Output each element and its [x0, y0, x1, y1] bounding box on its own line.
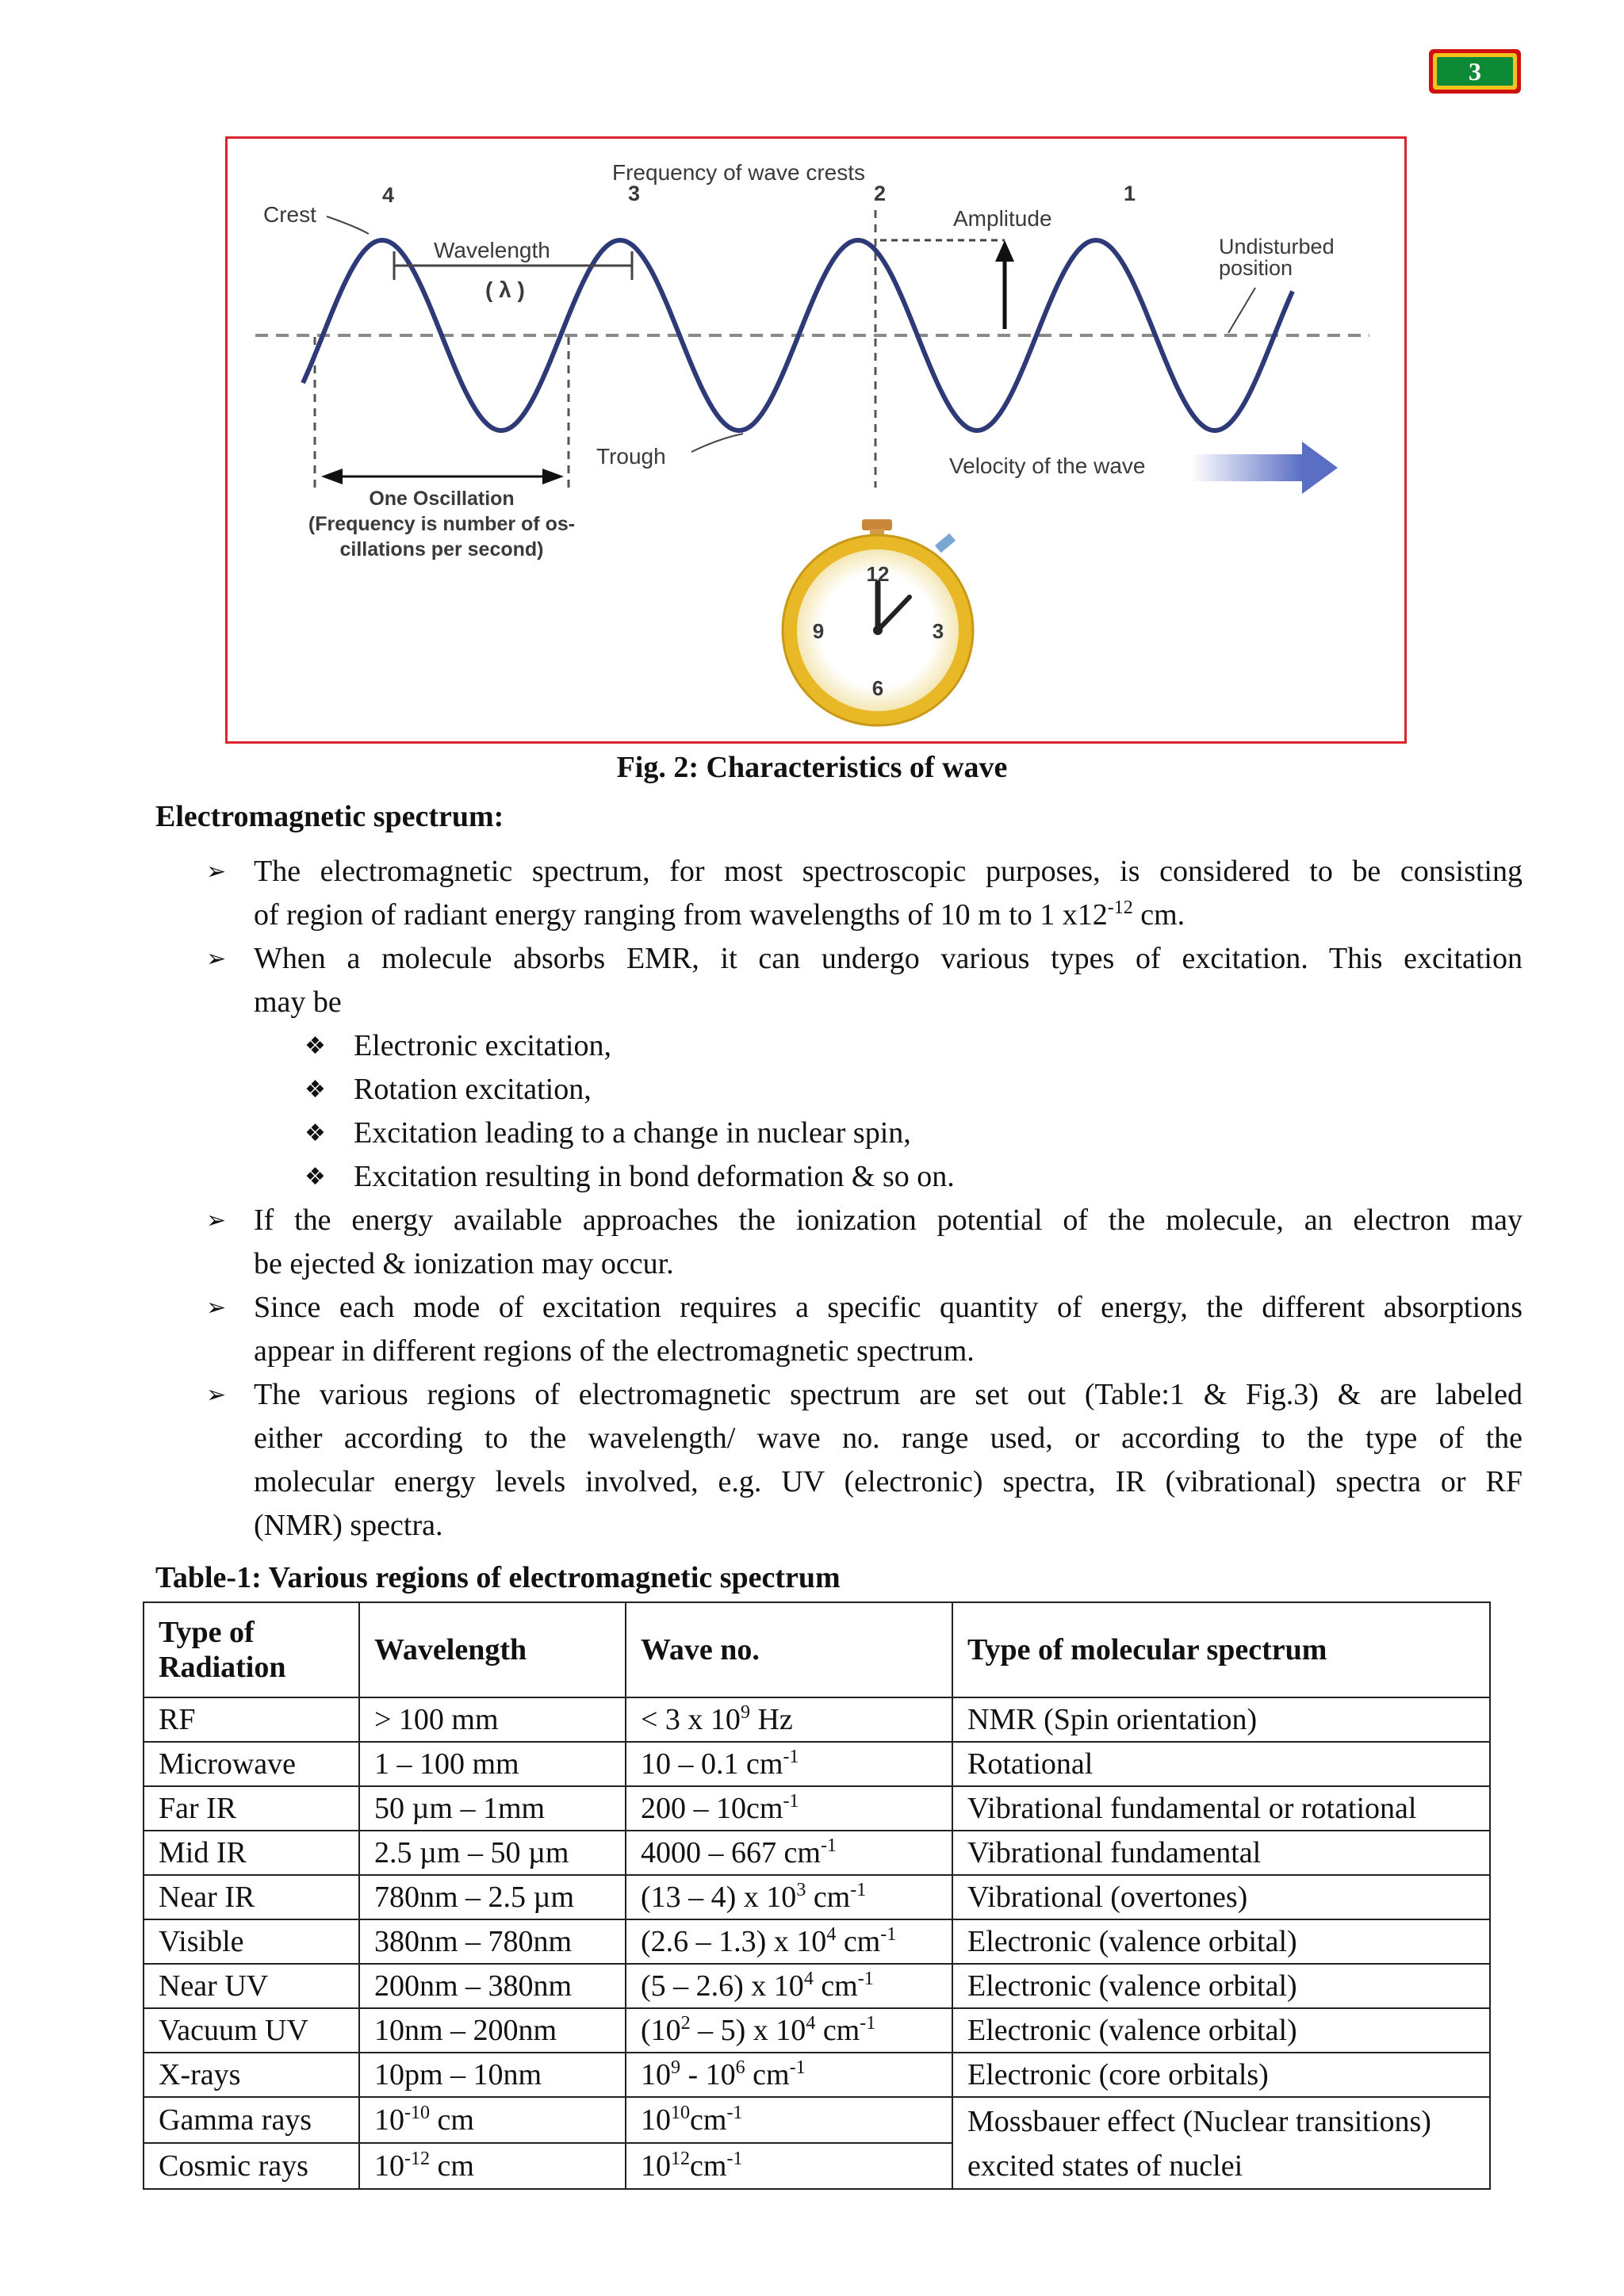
arrowhead-bullet-icon: ➢ [206, 1294, 227, 1322]
cell-spectrum: Electronic (valence orbital) [952, 2008, 1490, 2053]
cell-wave-no: $10^{10}cm^{-1}$ [626, 2097, 952, 2143]
cell-spectrum-merged: Mossbauer effect (Nuclear transitions) excited states of nuclei [952, 2097, 1490, 2189]
cell-wave-no: (13 – 4) x $10^3$ $cm^{-1}$ [626, 1875, 952, 1919]
cell-spectrum: Electronic (core orbitals) [952, 2053, 1490, 2097]
page-number-badge [1429, 49, 1521, 94]
table-row [144, 1697, 1490, 1742]
cell-wave-no: (2.6 – 1.3) x $10^4$ $cm^{-1}$ [626, 1919, 952, 1964]
frequency-note-line-2: cillations per second) [339, 538, 544, 561]
bullet-text-line: may be [254, 985, 342, 1019]
table-header-row [144, 1602, 1490, 1697]
arrowhead-bullet-icon: ➢ [206, 945, 227, 973]
cell-type: Near UV [144, 1964, 359, 2008]
cell-spectrum: Vibrational (overtones) [952, 1875, 1490, 1919]
bullet-text-line: molecular energy levels involved, e.g. UV (electronic) spectra, IR (vibrational) spectra or RF [254, 1465, 1522, 1498]
crest-label: Crest [263, 202, 316, 227]
table-row [144, 1875, 1490, 1919]
cell-wavelength: > 100 mm [359, 1697, 626, 1742]
cell-type: Gamma rays [144, 2097, 359, 2143]
frequency-note-line-1: (Frequency is number of os- [308, 513, 576, 535]
cell-wave-no: $10^9 - 10^6$ $cm^{-1}$ [626, 2053, 952, 2097]
header-wave-no: Wave no. [626, 1602, 952, 1697]
table-caption: Table-1: Various regions of electromagnetic spectrum [155, 1561, 841, 1594]
cell-wave-no: (5 – 2.6) x $10^4$ $cm^{-1}$ [626, 1964, 952, 2008]
clock-number-3: 3 [932, 619, 944, 643]
wavelength-label: Wavelength [434, 238, 550, 262]
cell-wave-no: $200 - 10cm^{-1}$ [626, 1786, 952, 1831]
cell-wave-no: < 3 x $10^9$ Hz [626, 1697, 952, 1742]
cell-type: Mid IR [144, 1831, 359, 1875]
cell-type: Cosmic rays [144, 2143, 359, 2189]
cell-type: Near IR [144, 1875, 359, 1919]
cell-wavelength: 10nm – 200nm [359, 2008, 626, 2053]
em-regions-table [143, 1601, 1491, 2190]
sub-bullet-text: Rotation excitation, [354, 1073, 592, 1106]
bullet-text-line: appear in different regions of the electromagnetic spectrum. [254, 1334, 975, 1368]
wave-crests-title: Frequency of wave crests [612, 160, 866, 185]
cell-wavelength: 780nm – 2.5 µm [359, 1875, 626, 1919]
cell-wavelength: 380nm – 780nm [359, 1919, 626, 1964]
cell-wave-no: 10 – 0.1 $cm^{-1}$ [626, 1742, 952, 1786]
cell-type: RF [144, 1697, 359, 1742]
crest-number-3: 3 [628, 182, 641, 205]
clock-number-12: 12 [866, 562, 890, 586]
cell-wavelength: $10^{-10}$ cm [359, 2097, 626, 2143]
header-type-of-radiation: Type of Radiation [144, 1602, 359, 1697]
bullet-text-line: If the energy available approaches the ionization potential of the molecule, an electron may [254, 1203, 1522, 1237]
bullet-text-line: Since each mode of excitation requires a specific quantity of energy, the different absorptions [254, 1291, 1522, 1324]
arrowhead-bullet-icon: ➢ [206, 1207, 227, 1234]
cell-spectrum: Rotational [952, 1742, 1490, 1786]
cell-type: Microwave [144, 1742, 359, 1786]
cell-wavelength: 200nm – 380nm [359, 1964, 626, 2008]
cell-spectrum: Vibrational fundamental or rotational [952, 1786, 1490, 1831]
cell-spectrum: Vibrational fundamental [952, 1831, 1490, 1875]
position-label: position [1219, 256, 1293, 280]
oscillation-arrow-right-head [542, 469, 564, 484]
velocity-label: Velocity of the wave [949, 453, 1146, 478]
cell-wave-no: $10^{12}cm^{-1}$ [626, 2143, 952, 2189]
cell-spectrum: Electronic (valence orbital) [952, 1964, 1490, 2008]
cell-wavelength: $10^{-12}$ cm [359, 2143, 626, 2189]
bullet-text-line: The various regions of electromagnetic spectrum are set out (Table:1 & Fig.3) & are labeled [254, 1378, 1522, 1411]
table-row [144, 1964, 1490, 2008]
one-oscillation-label: One Oscillation [369, 488, 515, 510]
clock-number-6: 6 [871, 676, 884, 700]
amplitude-arrow-head [995, 240, 1014, 262]
bullet-text-line: When a molecule absorbs EMR, it can undergo various types of excitation. This excitation [254, 942, 1522, 975]
arrowhead-bullet-icon: ➢ [206, 1381, 227, 1409]
crest-number-1: 1 [1124, 182, 1136, 205]
page-number: 3 [1437, 57, 1513, 86]
table-row [144, 2053, 1490, 2097]
cell-spectrum: Electronic (valence orbital) [952, 1919, 1490, 1964]
trough-pointer [691, 434, 743, 452]
diamond-bullet-icon: ❖ [304, 1119, 326, 1147]
oscillation-arrow-left-head [321, 469, 343, 484]
undisturbed-pointer [1228, 288, 1255, 333]
cell-wavelength: 2.5 µm – 50 µm [359, 1831, 626, 1875]
table-row [144, 2008, 1490, 2053]
cell-wave-no: $(10^2 - 5)$ x $10^4$ $cm^{-1}$ [626, 2008, 952, 2053]
crest-number-2: 2 [874, 182, 887, 205]
velocity-arrow-head [1302, 442, 1338, 494]
lambda-label: ( λ ) [485, 277, 525, 302]
bullet-text-line: be ejected & ionization may occur. [254, 1247, 674, 1280]
diamond-bullet-icon: ❖ [304, 1076, 326, 1104]
cell-spectrum: NMR (Spin orientation) [952, 1697, 1490, 1742]
crest-pointer [327, 216, 369, 234]
header-wavelength: Wavelength [359, 1602, 626, 1697]
figure-caption: Fig. 2: Characteristics of wave [616, 751, 1008, 784]
table-row [144, 2097, 1490, 2143]
crest-number-4: 4 [382, 183, 395, 207]
amplitude-label: Amplitude [953, 206, 1052, 231]
diamond-bullet-icon: ❖ [304, 1032, 326, 1060]
stopwatch-icon [783, 519, 973, 725]
cell-wavelength: 1 – 100 mm [359, 1742, 626, 1786]
wave-figure [225, 136, 1407, 744]
table-row [144, 1831, 1490, 1875]
cell-wavelength: 50 µm – 1mm [359, 1786, 626, 1831]
table-row [144, 1919, 1490, 1964]
table-row [144, 1742, 1490, 1786]
undisturbed-label: Undisturbed [1219, 235, 1335, 258]
cell-type: Far IR [144, 1786, 359, 1831]
table-row [144, 1786, 1490, 1831]
bullet-text-line: The electromagnetic spectrum, for most spectroscopic purposes, is considered to be consisting [254, 855, 1522, 888]
arrowhead-bullet-icon: ➢ [206, 858, 227, 886]
bullet-text-line: of region of radiant energy ranging from wavelengths of 10 m to 1 $x12^{-12}$ cm. [254, 897, 1185, 932]
trough-label: Trough [596, 444, 666, 469]
sub-bullet-text: Excitation leading to a change in nuclear spin, [354, 1116, 911, 1150]
velocity-arrow-body [1191, 454, 1302, 481]
diamond-bullet-icon: ❖ [304, 1163, 326, 1191]
cell-wave-no: 4000 – 667 $cm^{-1}$ [626, 1831, 952, 1875]
wave-diagram [228, 139, 1404, 741]
cell-type: Visible [144, 1919, 359, 1964]
sub-bullet-text: Excitation resulting in bond deformation & so on. [354, 1160, 955, 1193]
cell-type: Vacuum UV [144, 2008, 359, 2053]
bullet-text-line: either according to the wavelength/ wave no. range used, or according to the type of the [254, 1422, 1522, 1455]
bullet-text-line: (NMR) spectra. [254, 1509, 443, 1542]
clock-number-9: 9 [812, 619, 825, 643]
section-heading: Electromagnetic spectrum: [155, 800, 504, 833]
cell-type: X-rays [144, 2053, 359, 2097]
sub-bullet-text: Electronic excitation, [354, 1029, 611, 1062]
cell-wavelength: 10pm – 10nm [359, 2053, 626, 2097]
header-molecular-spectrum: Type of molecular spectrum [952, 1602, 1490, 1697]
